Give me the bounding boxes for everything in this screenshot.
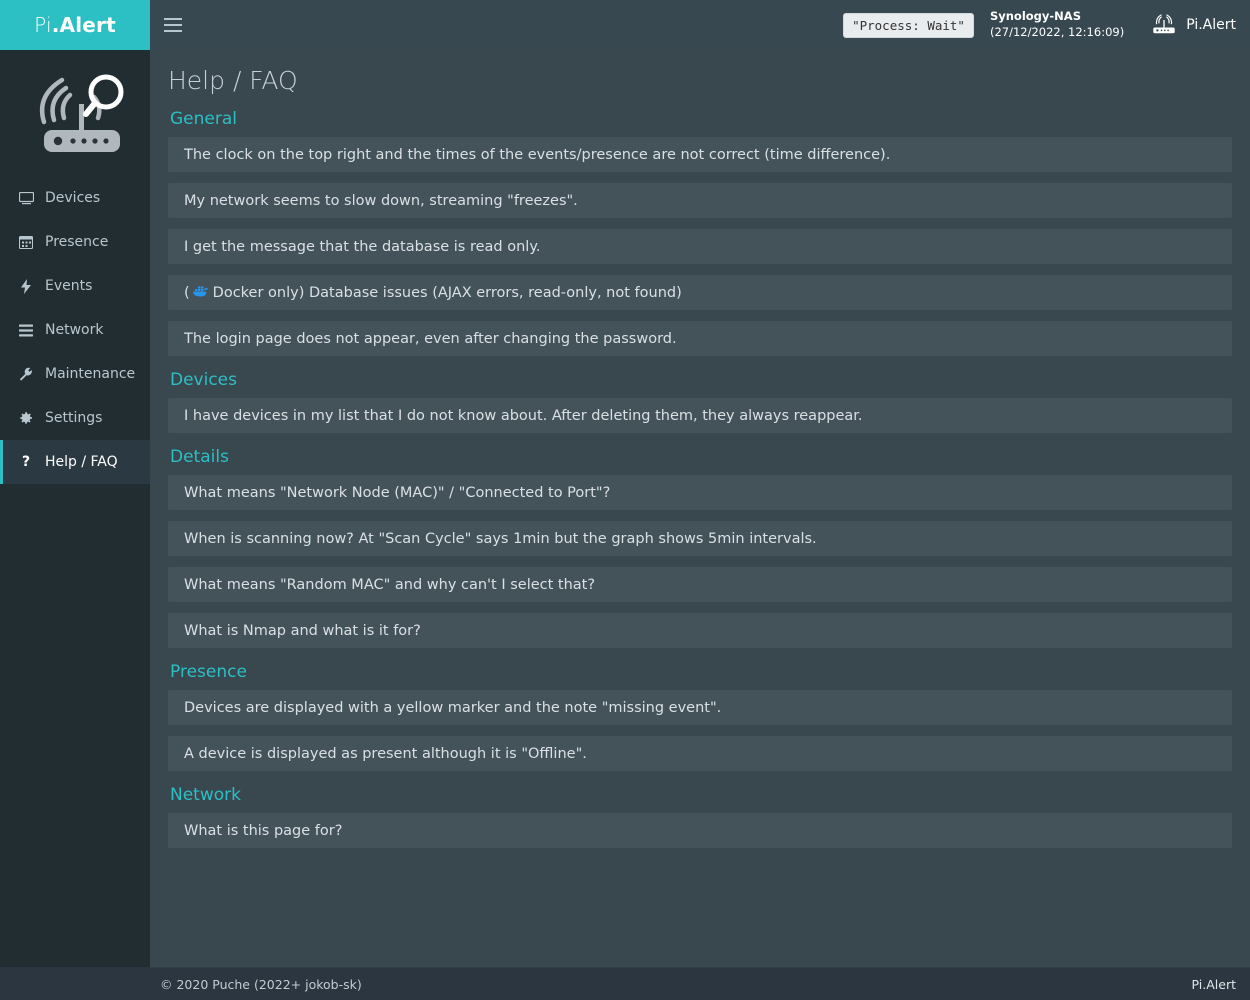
section-title-general: General: [170, 109, 237, 129]
sidebar-item-label: Devices: [45, 190, 101, 206]
faq-item[interactable]: What means "Network Node (MAC)" / "Connected to Port"?: [168, 475, 1232, 510]
faq-item[interactable]: The clock on the top right and the times of the events/presence are not correct (time difference).: [168, 137, 1232, 172]
header-right: [843, 0, 1236, 50]
question-icon: ?: [21, 454, 31, 470]
sidebar-item-label: Maintenance: [45, 366, 136, 382]
body: [0, 50, 1250, 1000]
docker-icon: [192, 284, 209, 301]
faq-item[interactable]: What is Nmap and what is it for?: [168, 613, 1232, 648]
sidebar-item-devices[interactable]: [0, 176, 150, 220]
footer-brand: Pi.Alert: [1191, 976, 1236, 992]
brand-logo[interactable]: [0, 0, 150, 50]
calendar-icon: [17, 235, 35, 249]
process-status-badge: "Process: Wait": [843, 13, 974, 38]
network-icon: [17, 324, 35, 337]
footer-copyright: © 2020 Puche (2022+ jokob-sk): [160, 976, 362, 992]
section-title-devices: Devices: [170, 370, 237, 390]
faq-item[interactable]: Devices are displayed with a yellow marker and the note "missing event".: [168, 690, 1232, 725]
sidebar-logo: [0, 50, 150, 176]
page-title: Help / FAQ: [168, 66, 298, 95]
faq-item[interactable]: I have devices in my list that I do not know about. After deleting them, they always reappear.: [168, 398, 1232, 433]
sidebar-item-help-faq[interactable]: [0, 440, 150, 484]
sidebar-item-label: Presence: [45, 234, 109, 250]
faq-item-docker[interactable]: [168, 275, 1232, 310]
faq-item[interactable]: The login page does not appear, even after changing the password.: [168, 321, 1232, 356]
host-name: Synology-NAS: [989, 9, 1081, 24]
router-avatar-icon: [1150, 13, 1178, 37]
faq-item[interactable]: My network seems to slow down, streaming "freezes".: [168, 183, 1232, 218]
sidebar-item-label: Settings: [45, 410, 103, 426]
sidebar-item-network[interactable]: [0, 308, 150, 352]
host-info: [990, 9, 1124, 40]
section-title-presence: Presence: [170, 662, 247, 682]
hamburger-icon[interactable]: [150, 0, 196, 50]
faq-item[interactable]: I get the message that the database is read only.: [168, 229, 1232, 264]
header-bar: [150, 0, 1250, 50]
monitor-icon: [17, 192, 35, 205]
sidebar-nav: [0, 176, 150, 484]
header: [0, 0, 1250, 50]
sidebar-item-events[interactable]: [0, 264, 150, 308]
gear-icon: [17, 411, 35, 425]
sidebar: [0, 50, 150, 1000]
sidebar-item-label: Help / FAQ: [45, 454, 118, 470]
user-name: Pi.Alert: [1186, 17, 1236, 33]
sidebar-item-presence[interactable]: [0, 220, 150, 264]
sidebar-footer-strip: [0, 967, 150, 1000]
brand-bold: .Alert: [51, 13, 116, 37]
pialert-radar-logo-icon: [18, 68, 132, 160]
faq-item[interactable]: When is scanning now? At "Scan Cycle" says 1min but the graph shows 5min intervals.: [168, 521, 1232, 556]
brand-light: Pi: [34, 13, 52, 37]
faq-item[interactable]: What means "Random MAC" and why can't I select that?: [168, 567, 1232, 602]
content-wrapper: [150, 50, 1250, 1000]
footer: [150, 967, 1250, 1000]
faq-prefix: (: [184, 284, 190, 301]
user-menu[interactable]: [1140, 13, 1236, 37]
sidebar-item-label: Events: [45, 278, 93, 294]
faq-text: Docker only) Database issues (AJAX errors, read-only, not found): [212, 284, 682, 301]
sidebar-item-settings[interactable]: [0, 396, 150, 440]
sidebar-item-label: Network: [45, 322, 104, 338]
sidebar-item-maintenance[interactable]: [0, 352, 150, 396]
bolt-icon: [17, 279, 35, 294]
section-title-details: Details: [170, 447, 229, 467]
wrench-icon: [17, 367, 35, 381]
host-time: (27/12/2022, 12:16:09): [989, 25, 1125, 39]
page-content: [150, 50, 1250, 967]
faq-item[interactable]: What is this page for?: [168, 813, 1232, 848]
faq-item[interactable]: A device is displayed as present although it is "Offline".: [168, 736, 1232, 771]
section-title-network: Network: [170, 785, 241, 805]
